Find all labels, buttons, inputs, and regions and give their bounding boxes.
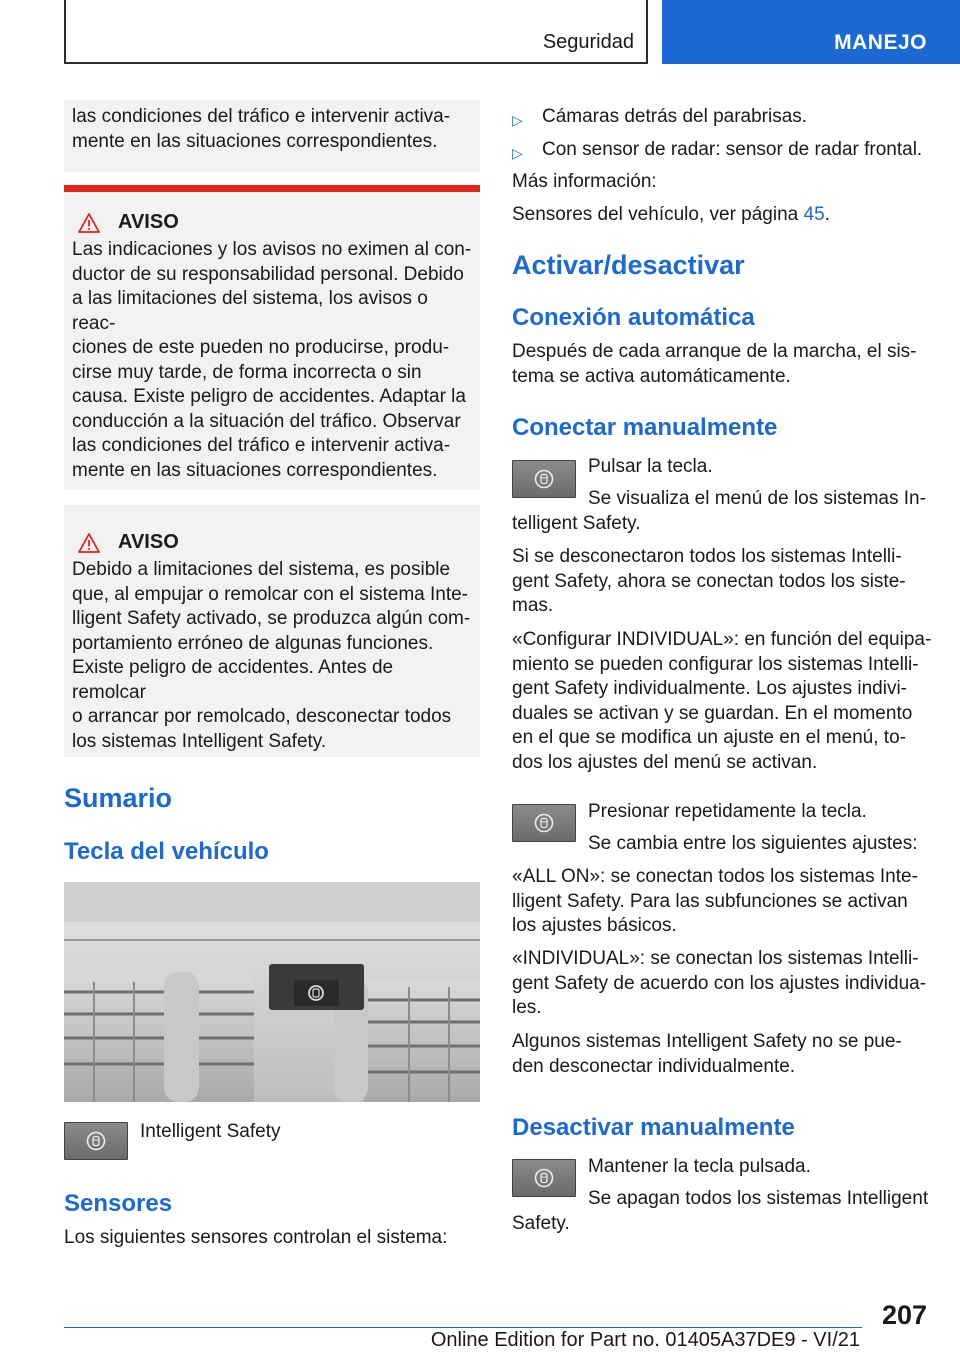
conectar-line-1: Pulsar la tecla.	[588, 456, 713, 477]
presionar-line-2: Se cambia entre los siguientes ajustes:	[588, 833, 918, 854]
page-link[interactable]: 45	[803, 203, 825, 225]
right-column	[512, 105, 928, 227]
intelligent-safety-button-image	[64, 1122, 128, 1160]
individual-text: «INDIVIDUAL»: se conectan los sistemas Intelli- gent Safety de acuerdo con los ajustes individua- les.	[512, 948, 927, 1018]
warning-title: AVISO	[118, 211, 179, 233]
intelligent-safety-button-image	[512, 460, 576, 498]
continued-box	[64, 100, 480, 172]
page-number: 207	[881, 1300, 927, 1330]
warning-bar	[64, 185, 480, 192]
heading-activar: Activar/desactivar	[512, 250, 745, 280]
desactivar-line-1: Mantener la tecla pulsada.	[588, 1156, 811, 1177]
footer-rule	[64, 1327, 862, 1328]
intelligent-safety-icon	[534, 1168, 554, 1188]
chapter-tab-label: MANEJO	[834, 31, 927, 54]
intelligent-safety-button-image	[512, 804, 576, 842]
section-title: Seguridad	[542, 31, 634, 53]
presionar-line-1: Presionar repetidamente la tecla.	[588, 801, 867, 822]
warning-title: AVISO	[118, 531, 179, 553]
heading-conectar: Conectar manualmente	[512, 414, 778, 441]
heading-tecla: Tecla del vehículo	[64, 838, 269, 865]
desactivar-line-2: Se apagan todos los sistemas Intelligent	[588, 1188, 929, 1209]
conectar-paragraph-2: Si se desconectaron todos los sistemas Intelli- gent Safety, ahora se conectan todos los siste- mas.	[512, 546, 906, 616]
heading-sumario: Sumario	[64, 783, 173, 813]
desactivar-line-3: Safety.	[512, 1213, 570, 1234]
conectar-line-2: Se visualiza el menú de los sistemas In-	[588, 488, 926, 509]
button-caption: Intelligent Safety	[140, 1121, 281, 1142]
heading-desactivar: Desactivar manualmente	[512, 1114, 795, 1141]
all-on-text: «ALL ON»: se conectan todos los sistemas Inte- lligent Safety. Para las subfunciones se activan los ajustes básicos.	[512, 866, 918, 936]
triangle-bullet-icon: ▷	[512, 112, 523, 128]
warning-triangle-icon	[78, 213, 100, 233]
intelligent-safety-icon	[534, 813, 554, 833]
mas-info-text: Más información:	[512, 171, 657, 192]
warning-text: Las indicaciones y los avisos no eximen al con- ductor de su responsabilidad personal. Debido a las limitaciones del sistema, los avisos o reac- ciones de este pueden no producirse, produ- cirse muy tarde, de forma incorrecta o sin causa. Existe peligro de accidentes. Adaptar la conducción a la situación del tráfico. Observar las condiciones del tráfico e intervenir activa- mente en las situaciones correspondientes.	[72, 239, 472, 481]
sensores-reference: Sensores del vehículo, ver página 45.	[512, 203, 830, 225]
list-item: ▷ Cámaras detrás del parabrisas.	[512, 105, 928, 130]
intelligent-safety-icon	[86, 1131, 106, 1151]
continued-text: las condiciones del tráfico e intervenir activa- mente en las situaciones correspondientes.	[72, 106, 451, 152]
algunos-text: Algunos sistemas Intelligent Safety no se pue- den desconectar individualmente.	[512, 1031, 902, 1077]
list-item: ▷ Con sensor de radar: sensor de radar frontal.	[512, 138, 928, 163]
heading-conexion: Conexión automática	[512, 304, 755, 331]
vehicle-button-photo	[64, 882, 480, 1102]
heading-sensores: Sensores	[64, 1190, 173, 1217]
warning-text: Debido a limitaciones del sistema, es posible que, al empujar o remolcar con el sistema Inte- lligent Safety activado, se produzca algún com- portamiento erróneo de algunas funciones. Existe peligro de accidentes. Antes de remolcar o arrancar por remolcado, desconectar todos los sistemas Intelligent Safety.	[72, 559, 471, 752]
edition-text: Online Edition for Part no. 01405A37DE9 - VI/21	[430, 1329, 860, 1351]
conectar-paragraph-3: «Configurar INDIVIDUAL»: en función del equipa- miento se pueden configurar los sistemas Intelli- gent Safety individualmente. Los ajustes indivi- duales se activan y se guardan. En el momento en el que se modifica un ajuste en el menú, to- dos los ajustes del menú se activan.	[512, 629, 932, 773]
sensores-text: Los siguientes sensores controlan el sistema:	[64, 1227, 448, 1248]
triangle-bullet-icon: ▷	[512, 144, 523, 161]
warning-triangle-icon	[78, 533, 100, 553]
warning-box-1	[64, 185, 480, 490]
chapter-tab[interactable]	[662, 0, 960, 64]
conexion-text: Después de cada arranque de la marcha, el sis- tema se activa automáticamente.	[512, 341, 917, 387]
warning-box-2	[64, 505, 480, 757]
intelligent-safety-icon	[534, 469, 554, 489]
intelligent-safety-button-image	[512, 1159, 576, 1197]
conectar-line-3: telligent Safety.	[512, 513, 641, 534]
